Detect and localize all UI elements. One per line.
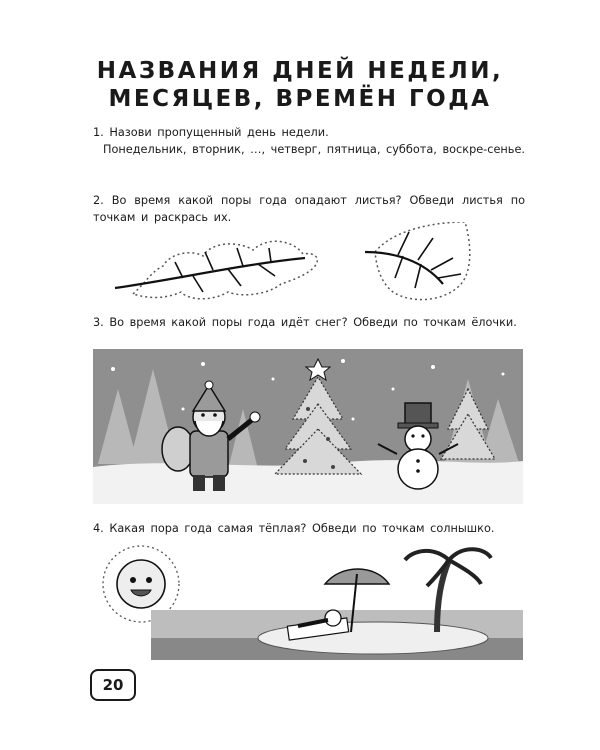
task-4-question: 4. Какая пора года самая тёплая? Обведи по точкам солнышко.: [93, 522, 495, 535]
leaves-illustration: [93, 222, 523, 308]
task-1-body: Понедельник, вторник, …, четверг, пятница, суббота, воскре-сенье.: [103, 143, 526, 156]
task-2: [93, 192, 525, 226]
task-3-question: 3. Во время какой поры года идёт снег? Обведи по точкам ёлочки.: [93, 316, 517, 329]
task-4: [93, 520, 525, 537]
oak-leaf-icon: [115, 241, 317, 298]
winter-scene: [93, 349, 523, 504]
page-number: 20: [90, 669, 136, 701]
task-1-question: 1. Назови пропущенный день недели.: [93, 126, 329, 139]
page-title-line2: МЕСЯЦЕВ, ВРЕМЁН ГОДА: [108, 86, 492, 112]
maple-leaf-icon: [365, 222, 470, 300]
summer-scene: [93, 540, 523, 665]
page-title-line1: НАЗВАНИЯ ДНЕЙ НЕДЕЛИ,: [96, 58, 504, 84]
task-1: [93, 124, 525, 158]
task-2-question: 2. Во время какой поры года опадают листья? Обведи листья по точкам и раскрась их.: [93, 194, 525, 224]
task-3: [93, 314, 525, 331]
